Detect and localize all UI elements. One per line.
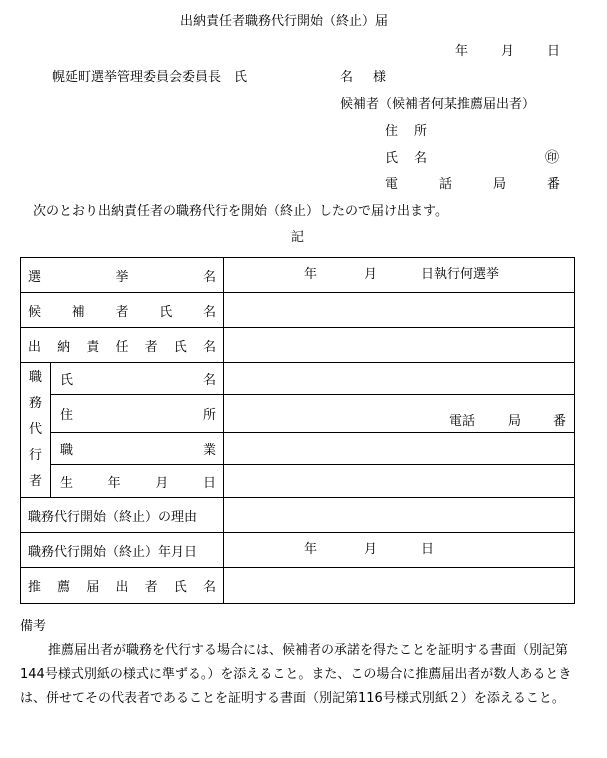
agent-dob-label <box>51 465 224 498</box>
agent-group-label <box>21 363 51 498</box>
row-agent-job <box>21 433 575 465</box>
submitter-name-label <box>385 151 427 167</box>
label-char: 名 <box>202 339 216 355</box>
label-char: 推 <box>28 580 42 595</box>
election-value[interactable] <box>224 258 575 293</box>
label-char: 任 <box>115 339 129 355</box>
date-label: 職務代行開始（終止）年月日 <box>21 533 224 568</box>
address-char: 所 <box>413 124 427 139</box>
notes-heading: 備考 <box>20 619 47 634</box>
addressee-honorific <box>340 70 386 86</box>
label-char: 行 <box>28 448 42 463</box>
address-char: 住 <box>385 124 399 139</box>
agent-name-label <box>51 363 224 395</box>
reason-label: 職務代行開始（終止）の理由 <box>21 498 224 533</box>
election-day-label: 日執行何選挙 <box>421 267 500 282</box>
agent-address-label <box>51 395 224 433</box>
honorific-sama: 様 <box>372 70 386 85</box>
seal-mark: ㊞ <box>545 150 559 166</box>
phone-char: 電 <box>385 177 399 192</box>
submitter-phone-label <box>385 177 560 193</box>
label-char: 住 <box>60 408 74 423</box>
row-agent-dob <box>21 465 575 498</box>
date-day-label: 日 <box>546 44 560 59</box>
candidate-name-label <box>21 293 224 328</box>
label-char: 代 <box>28 422 42 437</box>
agent-dob-value[interactable] <box>224 465 575 498</box>
label-char: 者 <box>28 474 42 489</box>
agent-name-value[interactable] <box>224 363 575 395</box>
label-char: 者 <box>144 339 158 355</box>
label-char: 氏 <box>60 373 74 388</box>
phone-char: 番 <box>546 177 560 192</box>
intro-statement: 次のとおり出納責任者の職務代行を開始（終止）したので届け出ます。 <box>33 204 448 219</box>
label-char: 選 <box>28 269 42 285</box>
agent-address-value[interactable] <box>224 395 575 433</box>
label-char: 年 <box>107 475 121 491</box>
honorific-name: 名 <box>340 70 354 85</box>
submitter-role: 候補者（候補者何某推薦届出者） <box>340 97 536 112</box>
label-char: 名 <box>203 373 217 388</box>
label-char: 責 <box>86 339 100 355</box>
recommender-name-value[interactable] <box>224 568 575 604</box>
notification-form-table <box>20 257 575 604</box>
label-char: 所 <box>203 408 217 423</box>
agent-phone-ban: 番 <box>553 414 567 429</box>
submitter-address-label <box>385 124 427 140</box>
notes-section <box>20 615 576 711</box>
label-char: 名 <box>203 304 217 320</box>
date-line <box>455 44 560 60</box>
treasurer-name-label <box>21 328 224 363</box>
label-char: 職 <box>60 443 74 458</box>
row-reason <box>21 498 575 533</box>
label-char: 出 <box>115 580 129 595</box>
election-month-label: 月 <box>364 267 378 282</box>
row-date <box>21 533 575 568</box>
notes-body: 推薦届出者が職務を代行する場合には、候補者の承諾を得たことを証明する書面（別記第144号様式別紙の様式に準ずる。）を添えること。また、この場合に推薦届出者が数人あるときは、併せてその代表者であることを証明する書面（別記第116号様式別紙２）を添えること。 <box>20 643 572 706</box>
label-char: 届 <box>86 580 100 595</box>
label-char: 月 <box>155 475 169 491</box>
label-char: 名 <box>202 580 216 595</box>
election-label <box>21 258 224 293</box>
date-month-label: 月 <box>500 44 514 59</box>
date-year-label: 年 <box>304 542 318 557</box>
row-recommender <box>21 568 575 604</box>
date-month-label: 月 <box>364 542 378 557</box>
row-treasurer <box>21 328 575 363</box>
date-day-label: 日 <box>421 542 435 557</box>
label-char: 生 <box>60 475 74 491</box>
label-char: 薦 <box>57 580 71 595</box>
row-candidate <box>21 293 575 328</box>
recommender-name-label <box>21 568 224 604</box>
label-char: 名 <box>203 269 217 285</box>
label-char: 候 <box>28 304 42 320</box>
date-year-label: 年 <box>455 44 469 59</box>
document-title: 出納責任者職務代行開始（終止）届 <box>180 14 389 29</box>
addressee-name: 幌延町選挙管理委員会委員長 氏 <box>52 70 248 85</box>
phone-char: 局 <box>492 177 506 192</box>
label-char: 者 <box>144 580 158 595</box>
label-char: 氏 <box>173 580 187 595</box>
label-char: 日 <box>202 475 216 491</box>
name-char: 氏 <box>385 151 399 166</box>
candidate-name-value[interactable] <box>224 293 575 328</box>
agent-job-value[interactable] <box>224 433 575 465</box>
label-char: 職 <box>28 370 42 385</box>
label-char: 挙 <box>115 269 129 285</box>
label-char: 務 <box>28 396 42 411</box>
treasurer-name-value[interactable] <box>224 328 575 363</box>
date-value[interactable] <box>224 533 575 568</box>
agent-job-label <box>51 433 224 465</box>
row-election <box>21 258 575 293</box>
label-char: 出 <box>28 339 42 355</box>
label-char: 業 <box>203 443 217 458</box>
label-char: 補 <box>71 304 85 320</box>
row-agent-name <box>21 363 575 395</box>
label-char: 納 <box>57 339 71 355</box>
agent-phone-label: 電話 <box>449 414 476 429</box>
reason-value[interactable] <box>224 498 575 533</box>
label-char: 者 <box>115 304 129 320</box>
ki-heading: 記 <box>291 230 305 245</box>
label-char: 氏 <box>159 304 173 320</box>
election-year-label: 年 <box>304 267 318 282</box>
agent-phone-kyoku: 局 <box>508 414 522 429</box>
label-char: 氏 <box>173 339 187 355</box>
row-agent-address <box>21 395 575 433</box>
phone-char: 話 <box>438 177 452 192</box>
name-char: 名 <box>413 151 427 166</box>
